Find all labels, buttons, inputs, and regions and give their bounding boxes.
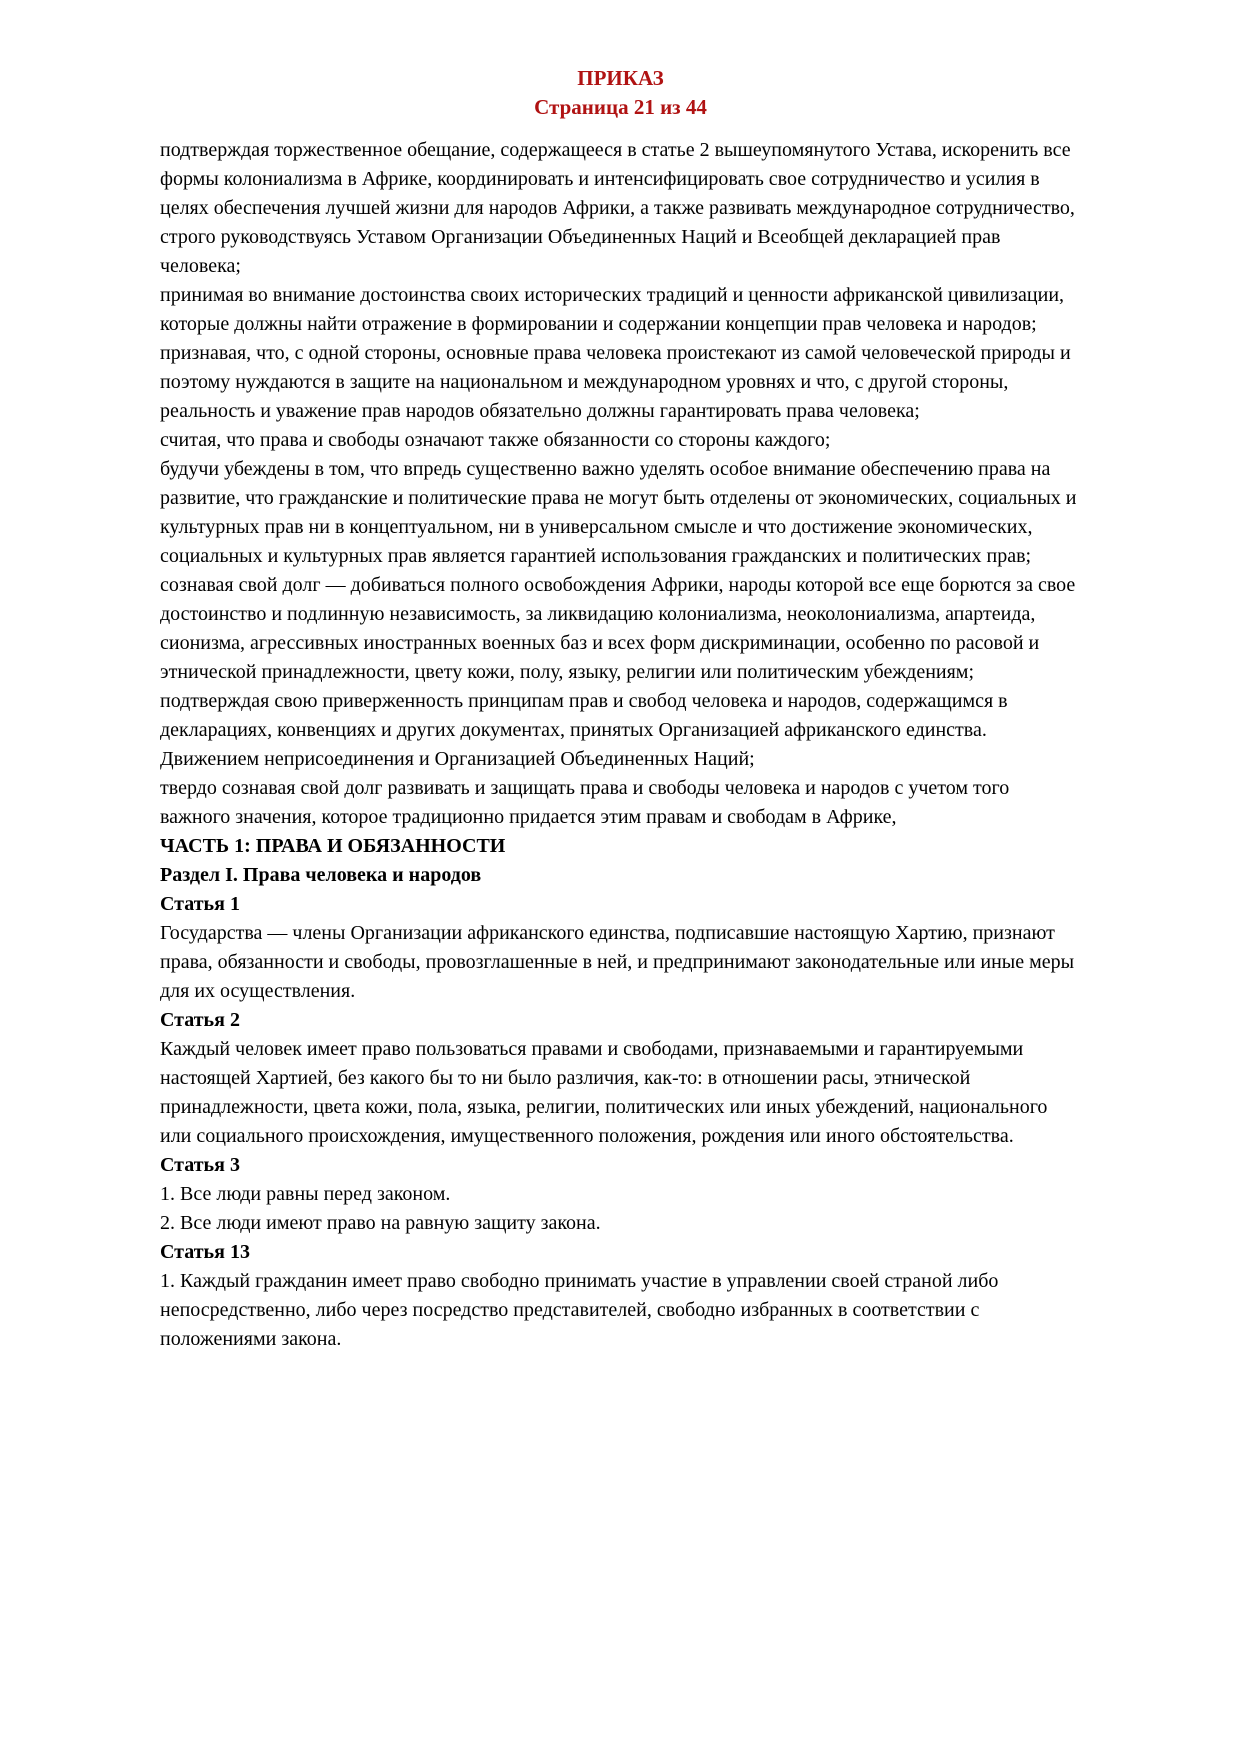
numbered-item: 1. Каждый гражданин имеет право свободно принимать участие в управлении своей страной либо непосредственно, либо через посредство представителей, свободно избранных в соответствии с положениями закона.: [160, 1270, 999, 1350]
paragraph: считая, что права и свободы означают также обязанности со стороны каждого;: [160, 429, 831, 451]
document-title: ПРИКАЗ: [577, 66, 664, 90]
paragraph: Каждый человек имеет право пользоваться правами и свободами, признаваемыми и гарантируемыми настоящей Хартией, без какого бы то ни было различия, как-то: в отношении расы, этнической принадлежности, цвета кожи, пола, языка, религии, политических или иных убеждений, национального или социального происхождения, имущественного положения, рождения или иного обстоятельства.: [160, 1038, 1048, 1147]
paragraph: признавая, что, с одной стороны, основные права человека проистекают из самой человеческой природы и поэтому нуждаются в защите на национальном и международном уровнях и что, с другой стороны, реальность и уважение прав народов обязательно должны гарантировать права человека;: [160, 342, 1071, 422]
paragraph: твердо сознавая свой долг развивать и защищать права и свободы человека и народов с учетом того важного значения, которое традиционно придается этим правам и свободам в Африке,: [160, 777, 1010, 828]
section-heading: Статья 1: [160, 893, 240, 915]
paragraph: Государства — члены Организации африканского единства, подписавшие настоящую Хартию, признают права, обязанности и свободы, провозглашенные в ней, и предпринимают законодательные или иные меры для их осуществления.: [160, 922, 1075, 1002]
document-header: [160, 64, 1081, 122]
paragraph: принимая во внимание достоинства своих исторических традиций и ценности африканской цивилизации, которые должны найти отражение в формировании и содержании концепции прав человека и народов;: [160, 284, 1065, 335]
page-indicator: Страница 21 из 44: [534, 95, 707, 119]
section-heading: Статья 2: [160, 1009, 240, 1031]
section-heading: Статья 13: [160, 1241, 250, 1263]
section-heading: Раздел I. Права человека и народов: [160, 864, 482, 886]
document-body: [160, 136, 1081, 1354]
numbered-item: 2. Все люди имеют право на равную защиту закона.: [160, 1212, 601, 1234]
paragraph: подтверждая торжественное обещание, содержащееся в статье 2 вышеупомянутого Устава, искоренить все формы колониализма в Африке, координировать и интенсифицировать свое сотрудничество и усилия в целях обеспечения лучшей жизни для народов Африки, а также развивать международное сотрудничество, строго руководствуясь Уставом Организации Объединенных Наций и Всеобщей декларацией прав человека;: [160, 139, 1075, 277]
paragraph: подтверждая свою приверженность принципам прав и свобод человека и народов, содержащимся в декларациях, конвенциях и других документах, принятых Организацией африканского единства. Движением неприсоединения и Организацией Объединенных Наций;: [160, 690, 1008, 770]
section-heading: ЧАСТЬ 1: ПРАВА И ОБЯЗАННОСТИ: [160, 835, 506, 857]
numbered-item: 1. Все люди равны перед законом.: [160, 1183, 451, 1205]
paragraph: будучи убеждены в том, что впредь существенно важно уделять особое внимание обеспечению права на развитие, что гражданские и политические права не могут быть отделены от экономических, социальных и культурных прав ни в концептуальном, ни в универсальном смысле и что достижение экономических, социальных и культурных прав является гарантией использования гражданских и политических прав;: [160, 458, 1077, 567]
paragraph: сознавая свой долг — добиваться полного освобождения Африки, народы которой все еще борются за свое достоинство и подлинную независимость, за ликвидацию колониализма, неоколониализма, апартеида, сионизма, агрессивных иностранных военных баз и всех форм дискриминации, особенно по расовой и этнической принадлежности, цвету кожи, полу, языку, религии или политическим убеждениям;: [160, 574, 1076, 683]
section-heading: Статья 3: [160, 1154, 240, 1176]
